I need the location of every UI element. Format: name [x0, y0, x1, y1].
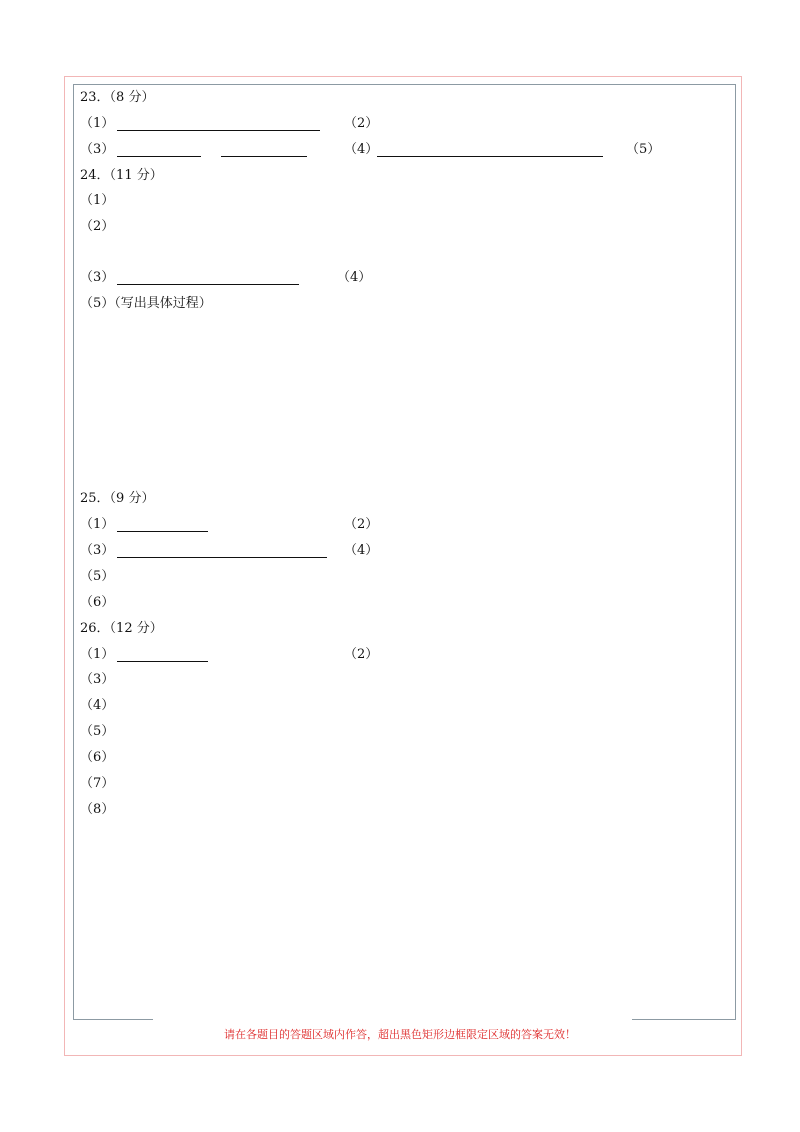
q26-answer-line-1[interactable] — [117, 661, 208, 662]
q23-answer-line-3b[interactable] — [221, 156, 307, 157]
q24-part-4: （4） — [337, 270, 372, 285]
q26-part-4: （4） — [80, 698, 115, 713]
q23-answer-line-1[interactable] — [117, 130, 320, 131]
q25-part-3: （3） — [80, 543, 115, 558]
q24-answer-line-3[interactable] — [117, 284, 299, 285]
q25-part-1: （1） — [80, 517, 115, 532]
q24-part-1: （1） — [80, 193, 115, 208]
q26-title: 26．（12 分） — [80, 621, 163, 636]
footer-warning: 请在各题目的答题区域内作答，超出黑色矩形边框限定区域的答案无效！ — [224, 1028, 576, 1041]
q23-part-5: （5） — [626, 142, 661, 157]
q23-answer-line-4[interactable] — [377, 156, 603, 157]
q24-part-2: （2） — [80, 219, 115, 234]
q24-title: 24．（11 分） — [80, 168, 163, 183]
q23-title: 23．（8 分） — [80, 90, 155, 105]
q25-answer-line-3[interactable] — [117, 557, 327, 558]
q26-part-2: （2） — [344, 647, 379, 662]
q26-part-7: （7） — [80, 776, 115, 791]
q25-part-4: （4） — [344, 543, 379, 558]
q26-part-3: （3） — [80, 672, 115, 687]
q23-part-1: （1） — [80, 116, 115, 131]
q25-answer-line-1[interactable] — [117, 531, 208, 532]
q25-part-5: （5） — [80, 569, 115, 584]
q26-part-1: （1） — [80, 647, 115, 662]
q26-part-6: （6） — [80, 750, 115, 765]
answer-region-bottom-right — [632, 1019, 736, 1020]
q23-part-3: （3） — [80, 142, 115, 157]
q25-title: 25．（9 分） — [80, 491, 155, 506]
q25-part-2: （2） — [344, 517, 379, 532]
answer-region-bottom-left — [73, 1019, 153, 1020]
answer-region-border — [73, 84, 736, 1020]
q23-part-2: （2） — [344, 116, 379, 131]
q26-part-8: （8） — [80, 802, 115, 817]
q23-answer-line-3a[interactable] — [117, 156, 201, 157]
q24-part-3: （3） — [80, 270, 115, 285]
q26-part-5: （5） — [80, 724, 115, 739]
q24-part-5: （5）（写出具体过程） — [80, 296, 212, 311]
q25-part-6: （6） — [80, 595, 115, 610]
q23-part-4: （4） — [344, 142, 379, 157]
